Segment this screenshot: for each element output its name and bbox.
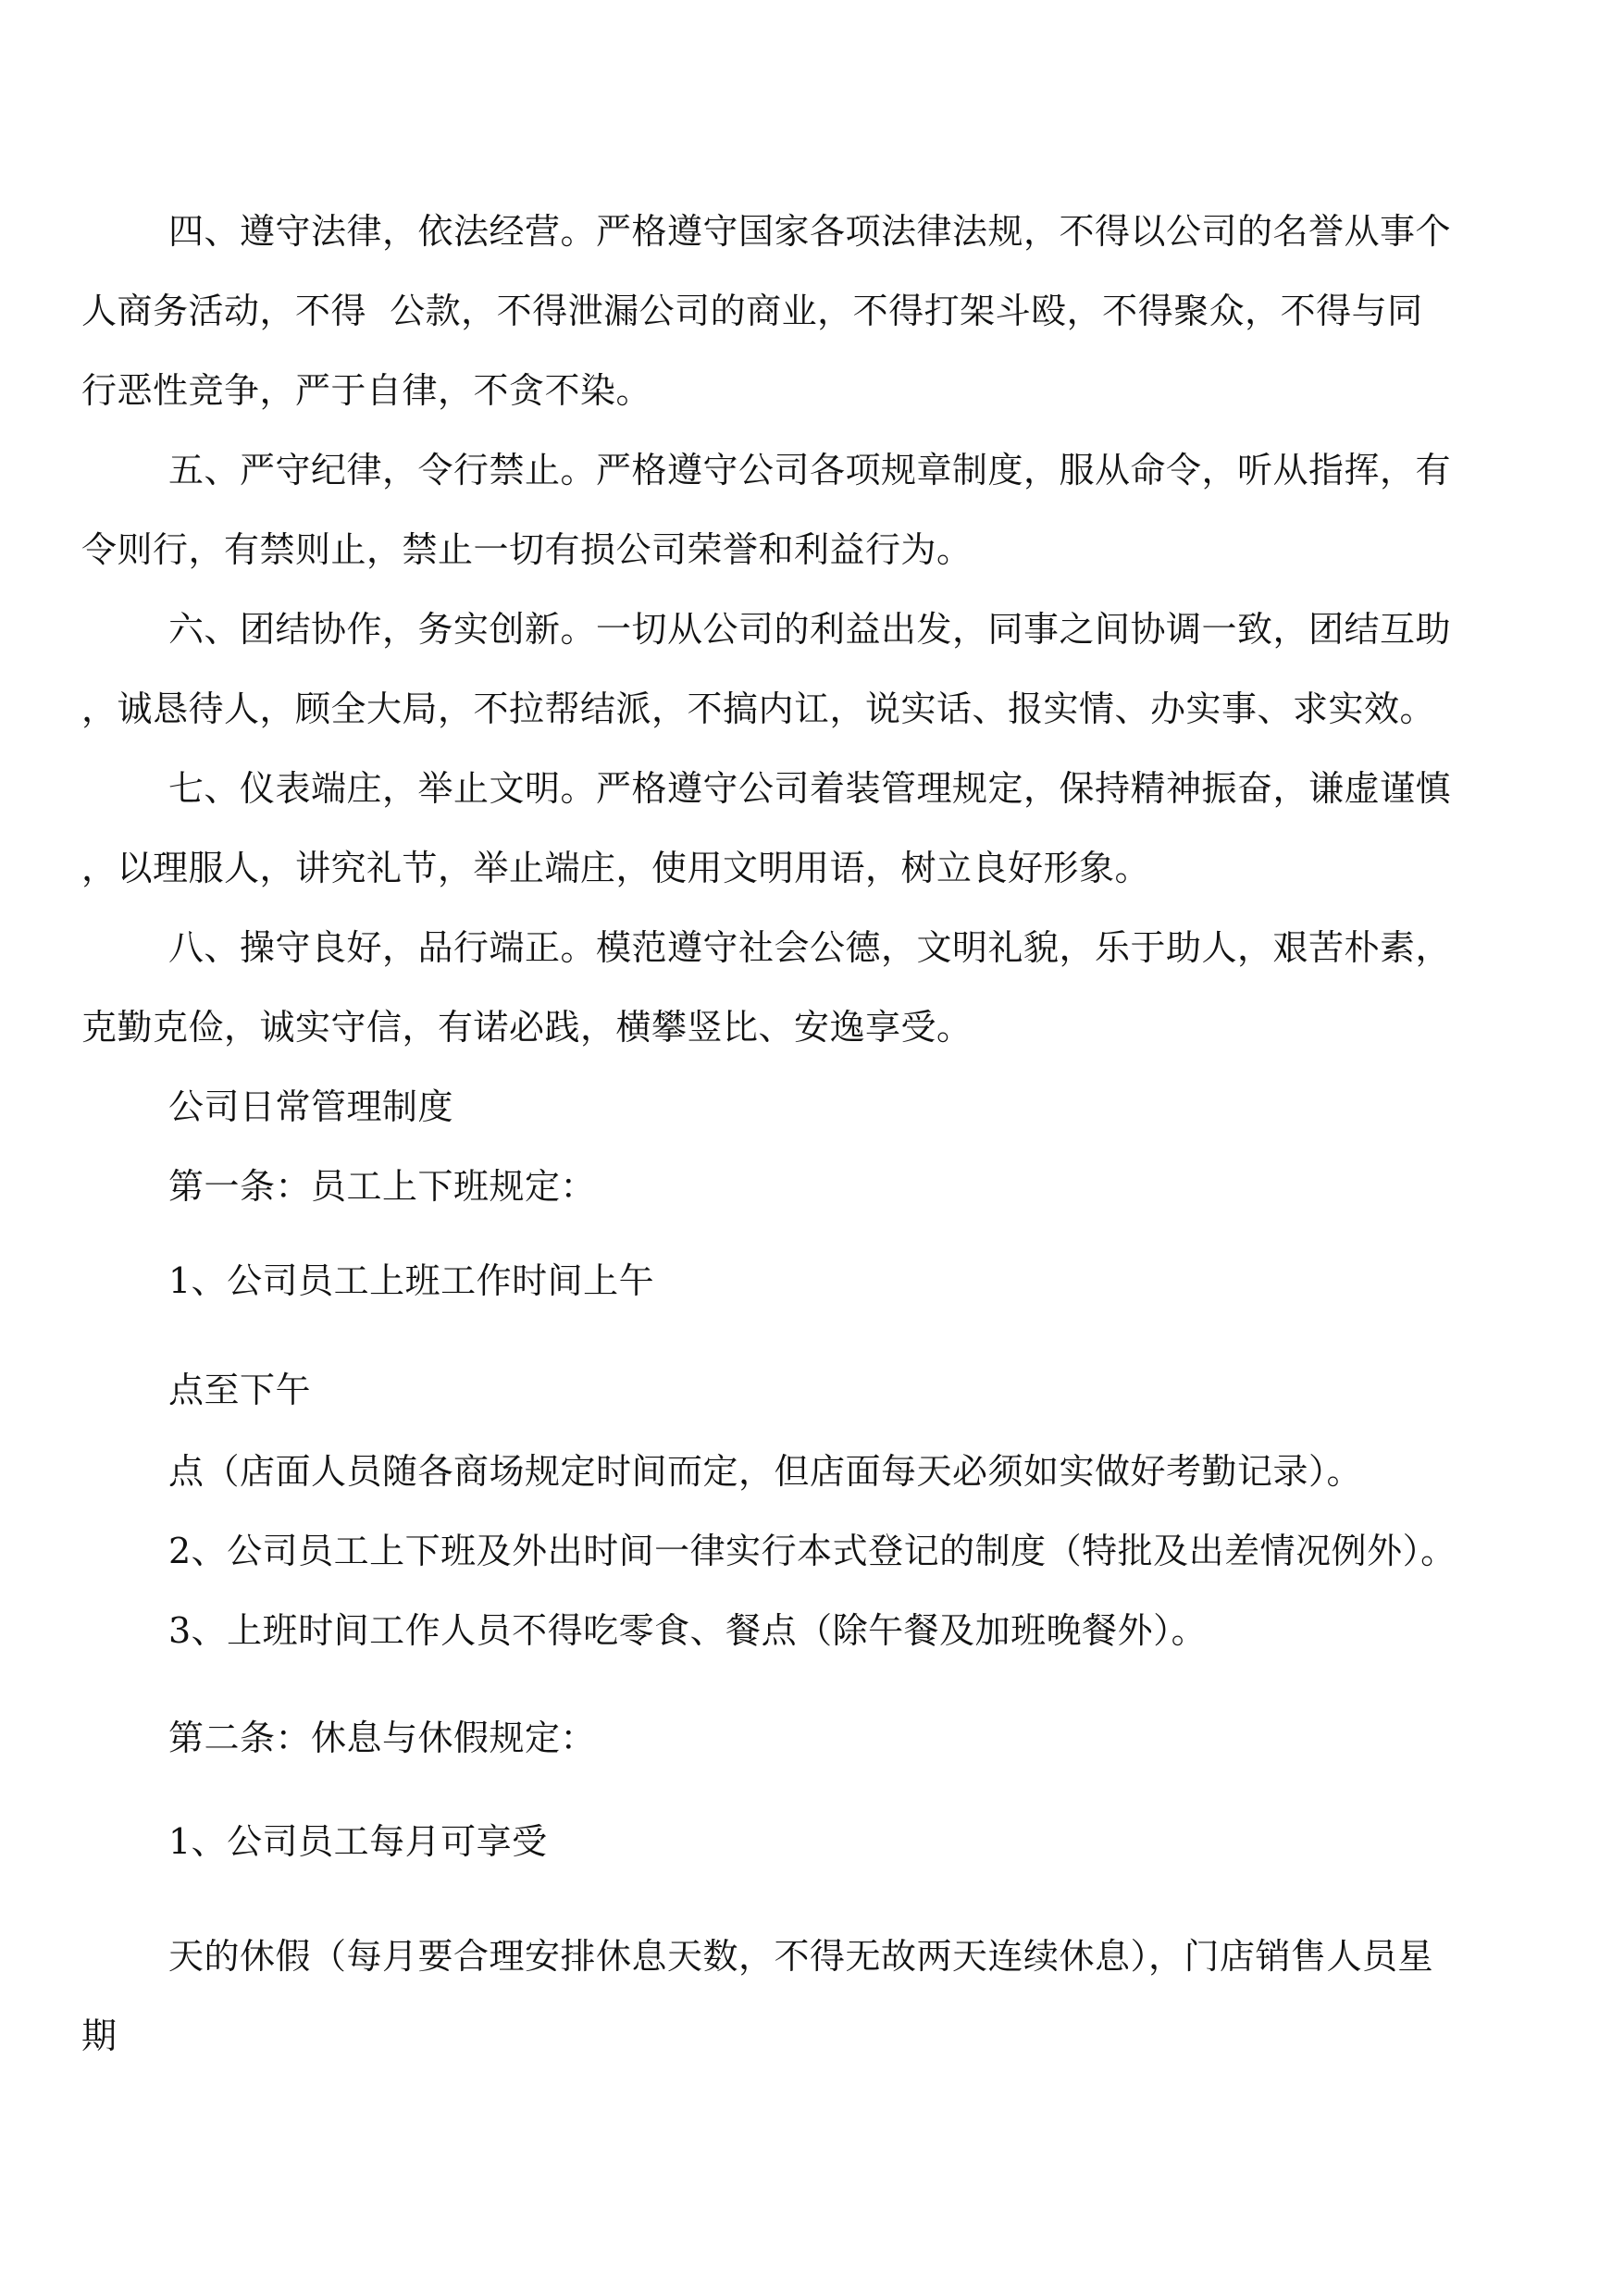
paragraph-line: 六、团结协作，务实创新。一切从公司的利益出发，同事之间协调一致，团结互助 [168, 609, 1452, 650]
paragraph-line: 1、公司员工每月可享受 [168, 1821, 548, 1862]
paragraph-line: ，以理服人，讲究礼节，举止端庄，使用文明用语，树立良好形象。 [81, 848, 1151, 888]
paragraph-line: 七、仪表端庄，举止文明。严格遵守公司着装管理规定，保持精神振奋，谦虚谨慎 [168, 768, 1452, 809]
paragraph-line: 1、公司员工上班工作时间上午 [168, 1260, 655, 1301]
paragraph-line: 八、操守良好，品行端正。模范遵守社会公德，文明礼貌，乐于助人，艰苦朴素， [168, 927, 1452, 968]
paragraph-line: 人商务活动，不得 公款，不得泄漏公司的商业，不得打架斗殴，不得聚众，不得与同 [81, 291, 1423, 331]
article-heading: 第一条：员工上下班规定： [168, 1166, 597, 1207]
article-heading: 第二条：休息与休假规定： [168, 1718, 597, 1758]
paragraph-line: 2、公司员工上下班及外出时间一律实行本式登记的制度（特批及出差情况例外）。 [168, 1531, 1457, 1571]
paragraph-line: 3、上班时间工作人员不得吃零食、餐点（除午餐及加班晚餐外）。 [168, 1610, 1208, 1651]
paragraph-line: 四、遵守法律，依法经营。严格遵守国家各项法律法规，不得以公司的名誉从事个 [168, 211, 1452, 252]
paragraph-line: 克勤克俭，诚实守信，有诺必践，横攀竖比、安逸享受。 [81, 1007, 973, 1048]
paragraph-line: 点（店面人员随各商场规定时间而定，但店面每天必须如实做好考勤记录）。 [168, 1451, 1363, 1492]
paragraph-line: 令则行，有禁则止，禁止一切有损公司荣誉和利益行为。 [81, 529, 973, 570]
paragraph-line: 天的休假（每月要合理安排休息天数，不得无故两天连续休息），门店销售人员星 [168, 1936, 1434, 1977]
paragraph-line: 期 [81, 2016, 118, 2056]
paragraph-line: 行恶性竞争，严于自律，不贪不染。 [81, 370, 652, 411]
paragraph-line: 五、严守纪律，令行禁止。严格遵守公司各项规章制度，服从命令，听从指挥，有 [168, 450, 1452, 490]
paragraph-line: ，诚恳待人，顾全大局，不拉帮结派，不搞内讧，说实话、报实情、办实事、求实效。 [81, 688, 1436, 729]
paragraph-line: 点至下午 [168, 1370, 312, 1410]
section-heading: 公司日常管理制度 [168, 1086, 454, 1127]
